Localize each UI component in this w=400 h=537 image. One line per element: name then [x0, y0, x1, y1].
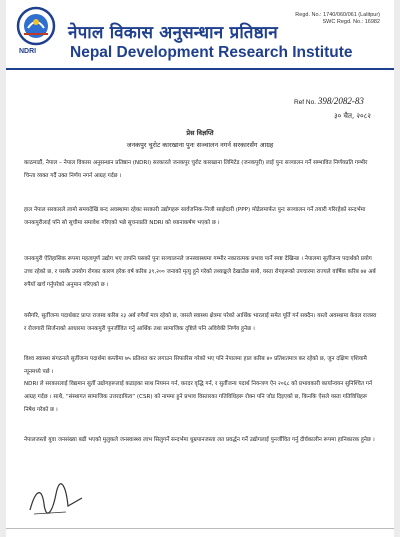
- paragraph: काठमाडौं, नेपाल – नेपाल विकास अनुसन्धान प्रतिष्ठान (NDRI) सरकारले जनकपुर चुरोट कारखाना लिमिटेड (जनकपुरी) लाई पुनः सञ्चालन गर्ने सम्भावित निर्णयप्रति गम्भीर चिन्ता व्यक्त गर्दै उक्त निर्णय नगर्न आग्रह गर्दछ ।: [24, 160, 368, 179]
- footer-divider: [6, 528, 394, 529]
- logo-caption: NDRI: [19, 48, 37, 55]
- organization-title-nepali: नेपाल विकास अनुसन्धान प्रतिष्ठान: [68, 23, 278, 43]
- ndri-logo-icon: [16, 6, 56, 46]
- paragraph: हाल नेपाल सरकारले लामो समयदेखि बन्द अवस्थामा रहेका सरकारी उद्योगहरू सार्वजनिक-निजी साझेदारी (PPP) मोडेलमार्फत पुनः सञ्चालन गर्ने तयारी गरिरहेको सन्दर्भमा जनकपुरीलाई पनि सो सूचीमा समावेश गरिएको भन्ने सूचनाप्रति NDRI को ध्यानाकर्षण भएको छ ।: [24, 207, 366, 226]
- swc-registration-number: SWC Regd. No.: 16982: [322, 19, 380, 25]
- reference-number: [294, 96, 364, 106]
- document-heading: प्रेस विज्ञप्ति: [186, 129, 214, 137]
- reference-value: 398/2082-83: [317, 96, 364, 106]
- paragraph: नेपालजस्तो युवा जनसंख्या बढी भएको मुलुकले जनस्वास्थ्य लाभ सिलुगर्ने सन्दर्भमा धुम्रपानजस्ता लत प्रवर्द्धन गर्ने उद्योगलाई पुनर्जीवित गर्नु दीर्घकालीन रूपमा हानिकारक हुनेछ ।: [24, 437, 375, 443]
- registration-number: Regd. No.: 1740/060/061 (Lalitpur): [295, 12, 380, 18]
- document-date: ३० चैत, २०८२: [334, 112, 371, 120]
- press-release-page: [6, 0, 394, 537]
- organization-title-english: Nepal Development Research Institute: [70, 44, 353, 61]
- document-subject: जनकपुर चुरोट कारखाना पुनः सञ्चालन नगर्न सरकारसँग आग्रह: [126, 141, 274, 149]
- reference-label: Ref No.: [294, 99, 317, 106]
- paragraph: विश्व स्वास्थ्य संगठनले सुर्तीजन्य पदार्थमा कम्तीमा ७५ प्रतिशत कर लगाउन सिफारिस गरेको भए पनि नेपालमा हाल करिब ४० प्रतिशतमात्र कर रहेको छ, जुन दक्षिण एशियामै न्यूनमध्ये पर्छ ।: [24, 356, 367, 375]
- paragraph: यसैगरि, सुर्तीजन्य पदार्थबाट प्राप्त राजस्व करिब २३ अर्ब रुपैयाँ मात्र रहेको छ, जसले स्वास्थ्य क्षेत्रमा परेको आर्थिक भारलाई समेत पूर्ति गर्न सक्दैन। यस्तो अवस्थामा केवल राजस्व र रोजगारी सिर्जनाको आधारमा जनकपुरी पुनर्जीवित गर्नु आर्थिक तथा सामाजिक दृष्टिले पनि अविवेकी निर्णय हुनेछ ।: [24, 313, 377, 332]
- letterhead: [6, 0, 394, 70]
- signature-image: [26, 480, 86, 524]
- paragraph: जनकपुरी ऐतिहासिक रूपमा महत्वपूर्ण उद्योग भए तापनि यसको पुनः सञ्चालनले जनस्वास्थ्यमा गम्भीर नकारात्मक प्रभाव पार्ने स्पष्ट देखिन्छ । नेपालमा सुर्तीजन्य पदार्थको प्रयोग उच्च रहेको छ, र यसकै उपयोग रोगका कारण हरेक वर्ष करिब ३९,२०० जनाको मृत्यु हुने गरेको तथ्याङ्कले देखाउँछ साथै, यस्ता रोगहरूको उपचारमा राज्यले वार्षिक करिब ७४ अर्ब रुपैयाँ खर्च गर्नुपरेको अनुमान गरिएको छ ।: [24, 256, 376, 288]
- paragraph: NDRI ले सरकारलाई विद्यमान सुर्ती उद्योगहरूलाई कडाइका साथ नियमन गर्न, करदर वृद्धि गर्न, र सुर्तीजन्य पदार्थ नियन्त्रण ऐन २०६८ को प्रभावकारी कार्यान्वयन सुनिश्चित गर्न आग्रह गर्दछ । साथै, “संस्थागत सामाजिक उत्तरदायित्व” (CSR) को नाममा हुने प्रभाव विस्तारका गतिविधिहरू रोक्न पनि जोड दिइएको छ, किनकि ऐसले यस्ता गतिविधिहरू निषेध गरेको छ ।: [24, 381, 373, 413]
- header-divider: [6, 68, 394, 70]
